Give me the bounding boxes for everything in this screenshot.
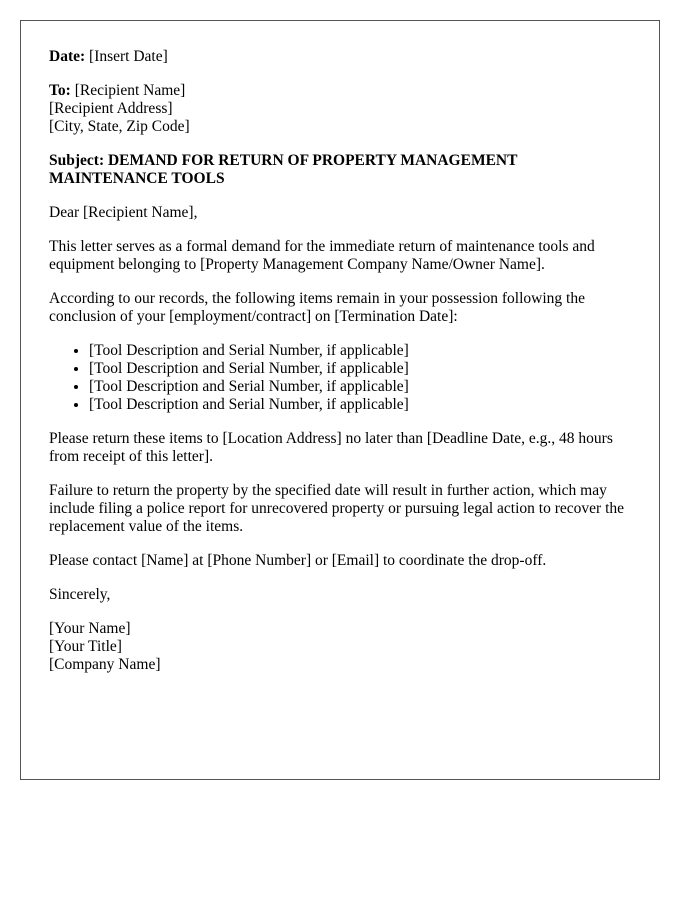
recipient-address: [Recipient Address] [49,100,173,117]
list-item: • [Tool Description and Serial Number, if applicable] [89,396,631,414]
list-item: • [Tool Description and Serial Number, if applicable] [89,378,631,396]
signature-title: [Your Title] [49,638,122,655]
paragraph-records: According to our records, the following items remain in your possession following the conclusion of your [employment/contract] on [Termination Date]: [49,290,585,325]
recipient-block [49,82,631,136]
salutation: Dear [Recipient Name], [49,204,198,221]
date-value: [Insert Date] [85,48,168,65]
paragraph-intro: This letter serves as a formal demand for the immediate return of maintenance tools and equipment belonging to [Property Management Company Name/Owner Name]. [49,238,595,273]
signature-name: [Your Name] [49,620,131,637]
paragraph-contact: Please contact [Name] at [Phone Number] or [Email] to coordinate the drop-off. [49,552,547,569]
subject-label: Subject: [49,152,105,169]
signature-company: [Company Name] [49,656,161,673]
recipient-city: [City, State, Zip Code] [49,118,190,135]
date-line [49,48,631,66]
to-label: To: [49,82,71,99]
closing: Sincerely, [49,586,111,603]
letter-page [20,20,660,780]
tool-list [49,342,631,414]
date-label: Date: [49,48,86,65]
subject-text: DEMAND FOR RETURN OF PROPERTY MANAGEMENT MAINTENANCE TOOLS [49,152,518,187]
paragraph-return: Please return these items to [Location Address] no later than [Deadline Date, e.g., 48 hours from receipt of this letter]. [49,430,613,465]
recipient-name-line [49,82,631,100]
list-item: • [Tool Description and Serial Number, if applicable] [89,360,631,378]
signature-block [49,620,631,674]
subject-line [49,152,631,188]
paragraph-failure: Failure to return the property by the specified date will result in further action, which may include filing a police report for unrecovered property or pursuing legal action to recover the replacement value of the items. [49,482,624,535]
recipient-name: [Recipient Name] [70,82,186,99]
list-item: • [Tool Description and Serial Number, if applicable] [89,342,631,360]
